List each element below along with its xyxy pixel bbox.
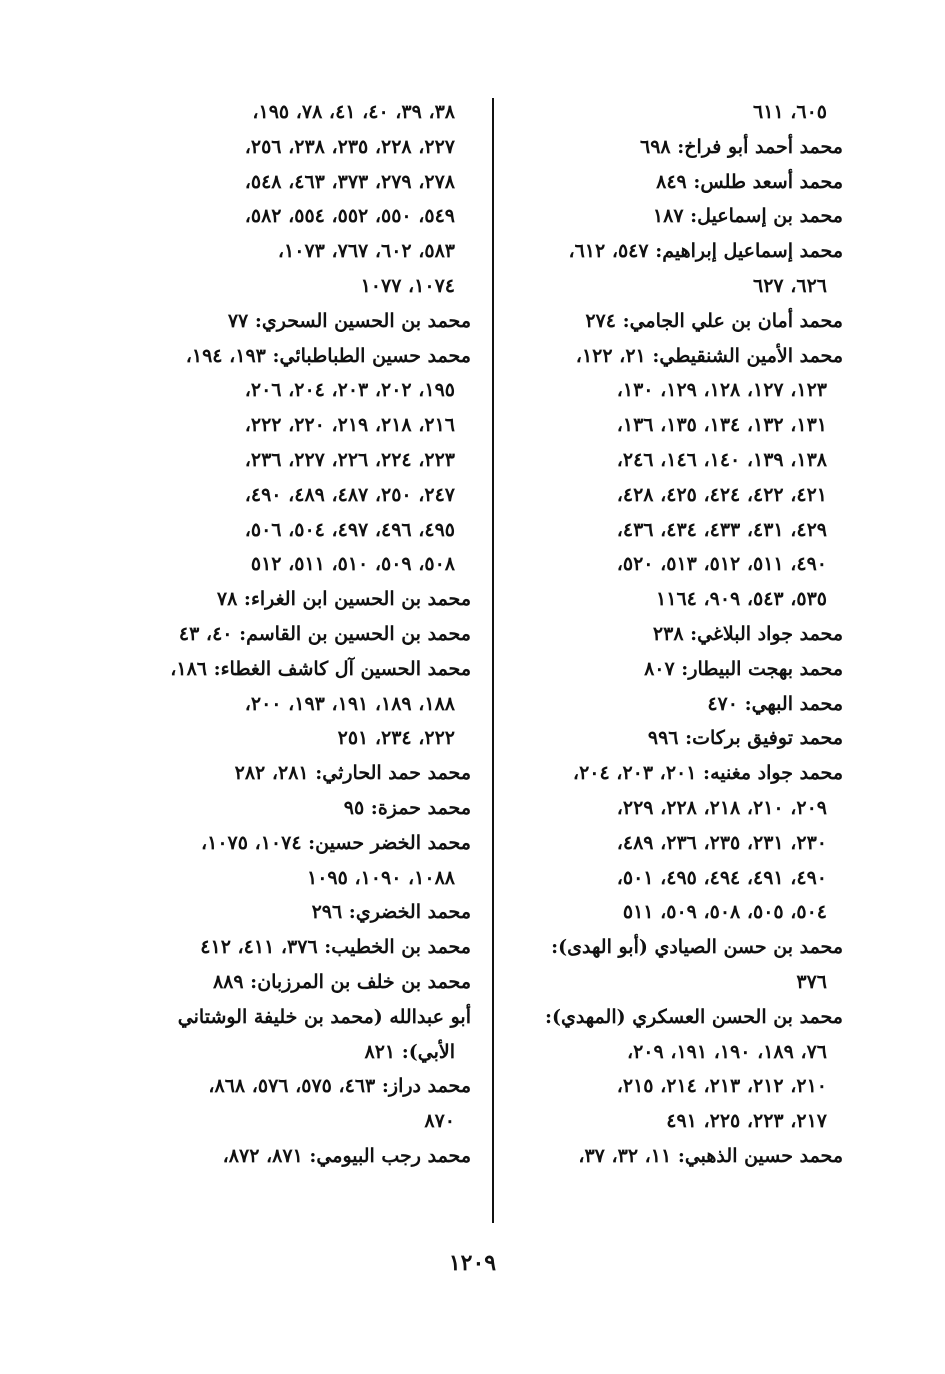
index-entry-line: محمد بهجت البيطار: ٨٠٧ bbox=[644, 657, 843, 680]
index-entry-line: محمد أسعد طلس: ٨٤٩ bbox=[656, 170, 843, 193]
index-continuation-line: ٦٠٥، ٦١١ bbox=[753, 101, 827, 123]
index-entry-line: محمد بن حسن الصيادي (أبو الهدى): bbox=[551, 936, 843, 959]
index-entry-line: محمد حسين الطباطبائي: ١٩٣، ١٩٤، bbox=[185, 344, 471, 367]
index-entry-line: محمد رجب البيومي: ٨٧١، ٨٧٢، bbox=[222, 1144, 471, 1167]
index-entry-line: محمد بن الحسين السحري: ٧٧ bbox=[227, 309, 471, 332]
index-entry-line: محمد الحسين آل كاشف الغطاء: ١٨٦، bbox=[170, 657, 471, 680]
index-entry-line: محمد أمان بن علي الجامي: ٢٧٤ bbox=[585, 309, 843, 332]
index-column-left bbox=[126, 95, 471, 1174]
index-continuation-line: ٢٣٠، ٢٣١، ٢٣٥، ٢٣٦، ٤٨٩، bbox=[616, 831, 827, 854]
index-entry-line: محمد توفيق بركات: ٩٩٦ bbox=[647, 727, 843, 750]
index-continuation-line: ٥٣٥، ٥٤٣، ٩٠٩، ١١٦٤ bbox=[656, 588, 827, 611]
index-continuation-line: ١٠٧٤، ١٠٧٧ bbox=[360, 274, 455, 297]
index-entry-line: أبو عبدالله (محمد بن خليفة الوشتاني bbox=[177, 1005, 471, 1028]
index-continuation-line: ٣٧٦ bbox=[796, 970, 827, 993]
index-continuation-line: ٨٧٠ bbox=[424, 1110, 455, 1133]
index-continuation-line: ٢٧٨، ٢٧٩، ٣٧٣، ٤٦٣، ٥٤٨، bbox=[244, 170, 455, 193]
index-entry-line: محمد بن الحسين بن القاسم: ٤٠، ٤٣ bbox=[178, 622, 471, 645]
index-entry-line: محمد حمد الحارثي: ٢٨١، ٢٨٢ bbox=[234, 762, 471, 785]
index-continuation-line: ٢١٧، ٢٢٣، ٢٢٥، ٤٩١ bbox=[666, 1110, 827, 1133]
index-continuation-line: ٤٢١، ٤٢٢، ٤٢٤، ٤٢٥، ٤٢٨، bbox=[616, 483, 827, 506]
index-entry-line: محمد بن الخطيب: ٣٧٦، ٤١١، ٤١٢ bbox=[200, 936, 471, 959]
index-entry-line: محمد بن الحسين ابن الغراء: ٧٨ bbox=[216, 588, 471, 611]
index-continuation-line: ٥٤٩، ٥٥٠، ٥٥٢، ٥٥٤، ٥٨٢، bbox=[244, 205, 455, 228]
index-entry-line: محمد إسماعيل إبراهيم: ٥٤٧، ٦١٢، bbox=[568, 240, 843, 263]
index-entry-line: محمد الخضر حسين: ١٠٧٤، ١٠٧٥، bbox=[201, 831, 471, 854]
index-entry-line: محمد بن الحسن العسكري (المهدي): bbox=[544, 1005, 843, 1028]
index-continuation-line: ٢٢٣، ٢٢٤، ٢٢٦، ٢٢٧، ٢٣٦، bbox=[244, 448, 455, 471]
index-continuation-line: ١٣٨، ١٣٩، ١٤٠، ١٤٦، ٢٤٦، bbox=[616, 448, 827, 471]
index-continuation-line: ٦٢٦، ٦٢٧ bbox=[753, 274, 827, 297]
index-continuation-line: ٢١٠، ٢١٢، ٢١٣، ٢١٤، ٢١٥، bbox=[616, 1075, 827, 1098]
index-entry-line: محمد حسين الذهبي: ١١، ٣٢، ٣٧، bbox=[578, 1144, 843, 1167]
index-continuation-line: ٢٢٧، ٢٢٨، ٢٣٥، ٢٣٨، ٢٥٦، bbox=[244, 135, 455, 158]
index-entry-line: محمد الخضري: ٢٩٦ bbox=[311, 901, 471, 924]
index-continuation-line: ١٨٨، ١٨٩، ١٩١، ١٩٣، ٢٠٠، bbox=[244, 692, 455, 715]
index-entry-line: محمد الأمين الشنقيطي: ٢١، ١٢٢، bbox=[575, 344, 843, 367]
index-continuation-line: الأبي): ٨٢١ bbox=[364, 1040, 455, 1063]
index-continuation-line: ٥٠٤، ٥٠٥، ٥٠٨، ٥٠٩، ٥١١ bbox=[622, 901, 827, 924]
index-entry-line: محمد جواد البلاغي: ٢٣٨ bbox=[652, 622, 843, 645]
index-continuation-line: ٢٢٢، ٢٣٤، ٢٥١ bbox=[337, 727, 455, 750]
index-continuation-line: ١٣١، ١٣٢، ١٣٤، ١٣٥، ١٣٦، bbox=[616, 414, 827, 437]
index-continuation-line: ٥٨٣، ٦٠٢، ٧٦٧، ١٠٧٣، bbox=[277, 240, 455, 263]
page-number: ١٢٠٩ bbox=[448, 1250, 497, 1276]
index-entry-line: محمد بن إسماعيل: ١٨٧ bbox=[652, 205, 843, 228]
index-continuation-line: ٤٢٩، ٤٣١، ٤٣٣، ٤٣٤، ٤٣٦، bbox=[616, 518, 827, 541]
index-continuation-line: ٧٦، ١٨٩، ١٩٠، ١٩١، ٢٠٩، bbox=[626, 1040, 827, 1063]
index-entry-line: محمد دراز: ٤٦٣، ٥٧٥، ٥٧٦، ٨٦٨، bbox=[208, 1075, 471, 1098]
index-continuation-line: ٣٨، ٣٩، ٤٠، ٤١، ٧٨، ١٩٥، bbox=[252, 101, 455, 123]
index-continuation-line: ١٢٣، ١٢٧، ١٢٨، ١٢٩، ١٣٠، bbox=[616, 379, 827, 402]
index-continuation-line: ٢٠٩، ٢١٠، ٢١٨، ٢٢٨، ٢٢٩، bbox=[616, 796, 827, 819]
index-entry-line: محمد أحمد أبو فراخ: ٦٩٨ bbox=[640, 135, 843, 158]
index-continuation-line: ٢٤٧، ٢٥٠، ٤٨٧، ٤٨٩، ٤٩٠، bbox=[244, 483, 455, 506]
index-continuation-line: ١٩٥، ٢٠٢، ٢٠٣، ٢٠٤، ٢٠٦، bbox=[244, 379, 455, 402]
index-continuation-line: ٤٩٠، ٤٩١، ٤٩٤، ٤٩٥، ٥٠١، bbox=[616, 866, 827, 889]
index-continuation-line: ٤٩٠، ٥١١، ٥١٢، ٥١٣، ٥٢٠، bbox=[616, 553, 827, 576]
index-entry-line: محمد حمزة: ٩٥ bbox=[343, 796, 471, 819]
index-continuation-line: ٢١٦، ٢١٨، ٢١٩، ٢٢٠، ٢٢٢، bbox=[244, 414, 455, 437]
index-continuation-line: ٥٠٨، ٥٠٩، ٥١٠، ٥١١، ٥١٢ bbox=[250, 553, 455, 576]
column-divider bbox=[492, 98, 494, 1223]
index-entry-line: محمد جواد مغنيه: ٢٠١، ٢٠٣، ٢٠٤، bbox=[572, 762, 843, 785]
index-entry-line: محمد البهي: ٤٧٠ bbox=[707, 692, 843, 715]
index-column-right bbox=[498, 95, 843, 1174]
index-continuation-line: ١٠٨٨، ١٠٩٠، ١٠٩٥ bbox=[307, 866, 455, 889]
index-continuation-line: ٤٩٥، ٤٩٦، ٤٩٧، ٥٠٤، ٥٠٦، bbox=[244, 518, 455, 541]
index-entry-line: محمد بن خلف بن المرزبان: ٨٨٩ bbox=[212, 970, 471, 993]
